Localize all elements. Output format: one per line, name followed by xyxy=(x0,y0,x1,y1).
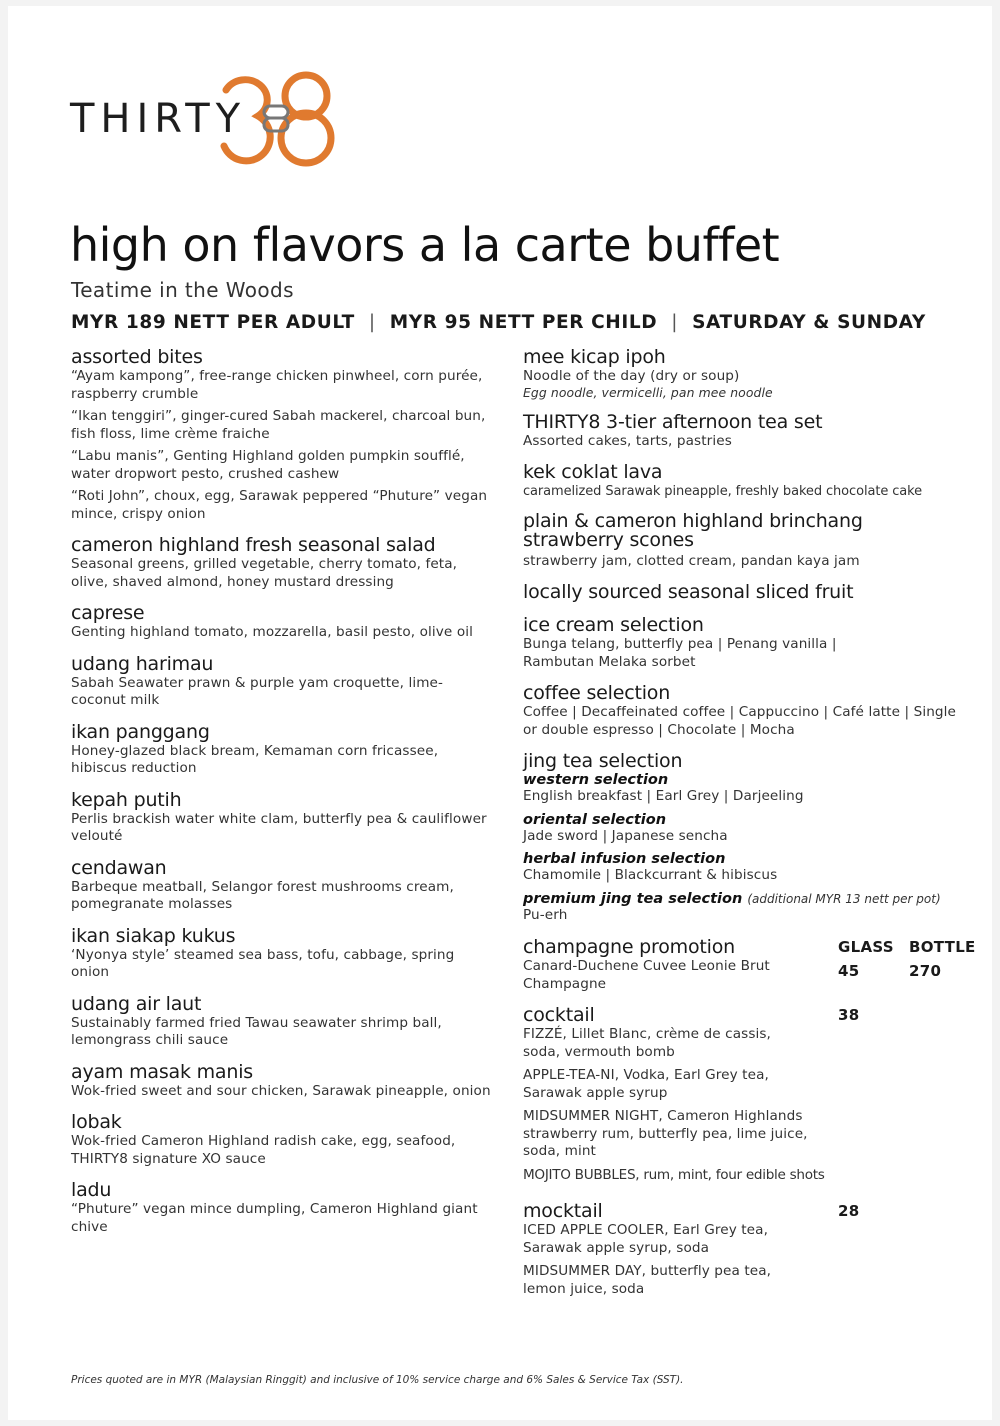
menu-item xyxy=(71,857,491,914)
item-description: Seasonal greens, grilled vegetable, cherry tomato, feta, olive, shaved almond, honey mustard dressing xyxy=(71,556,458,590)
item-name: kepah putih xyxy=(71,788,182,811)
tea-group-items: English breakfast | Earl Grey | Darjeeling xyxy=(523,788,804,804)
tea-group-premium xyxy=(523,891,983,925)
bottle-price: 270 xyxy=(909,962,942,980)
cocktail-price: 38 xyxy=(838,1006,860,1024)
item-description: ‘Nyonya style’ steamed sea bass, tofu, cabbage, spring onion xyxy=(71,946,455,980)
item-description: Barbeque meatball, Selangor forest mushrooms cream, pomegranate molasses xyxy=(71,878,454,912)
dessert-drinks-column xyxy=(523,346,983,1309)
menu-item xyxy=(523,682,983,739)
tea-group-heading: western selection xyxy=(523,772,669,788)
bottle-label: BOTTLE xyxy=(909,938,976,956)
menu-item xyxy=(523,411,983,451)
item-description: Noodle of the day (dry or soup) xyxy=(523,368,740,384)
tea-group-herbal xyxy=(523,851,983,885)
tea-group-heading xyxy=(523,891,983,907)
item-name: caprese xyxy=(71,602,145,624)
item-name: cameron highland fresh seasonal salad xyxy=(71,534,436,556)
item-name: udang air laut xyxy=(71,992,202,1015)
pricing-footnote: Prices quoted are in MYR (Malaysian Ringgit) and inclusive of 10% service charge and 6% Sales & Service Tax (SST). xyxy=(71,1374,684,1386)
glass-label: GLASS xyxy=(838,938,894,956)
menu-item xyxy=(71,925,491,982)
item-description: Coffee | Decaffeinated coffee | Cappuccino | Café latte | Single or double espresso | Chocolate | Mocha xyxy=(523,704,956,738)
mocktail-price: 28 xyxy=(838,1202,860,1220)
item-name: champagne promotion xyxy=(523,936,735,958)
menu-item xyxy=(71,1179,491,1236)
item-description: Sustainably farmed fried Tawau seawater shrimp ball, lemongrass chili sauce xyxy=(71,1014,442,1048)
menu-item xyxy=(71,1111,491,1168)
item-description: “Phuture” vegan mince dumpling, Cameron Highland giant chive xyxy=(71,1201,478,1235)
item-name: ikan siakap kukus xyxy=(71,924,236,947)
glass-price: 45 xyxy=(838,962,860,980)
item-name: mocktail xyxy=(523,1200,603,1222)
menu-item xyxy=(71,1061,491,1101)
item-name: mee kicap ipoh xyxy=(523,346,666,368)
food-column xyxy=(71,346,491,1247)
item-name: cendawan xyxy=(71,856,167,879)
menu-page xyxy=(8,6,992,1420)
tea-group-heading: herbal infusion selection xyxy=(523,851,726,867)
adult-price: MYR 189 NETT PER ADULT xyxy=(71,312,355,333)
item-note: Egg noodle, vermicelli, pan mee noodle xyxy=(523,384,773,400)
menu-item-cocktail xyxy=(523,1004,983,1184)
menu-item xyxy=(523,461,983,501)
menu-item xyxy=(71,993,491,1050)
menu-item xyxy=(523,581,983,603)
separator: | xyxy=(671,312,679,333)
item-description: “Ikan tenggiri”, ginger-cured Sabah mackerel, charcoal bun, fish floss, lime crème fraiche xyxy=(71,408,486,442)
menu-item xyxy=(71,789,491,846)
item-description: Genting highland tomato, mozzarella, basil pesto, olive oil xyxy=(71,624,473,640)
item-description: Wok-fried sweet and sour chicken, Sarawak pineapple, onion xyxy=(71,1082,491,1099)
page-title: high on flavors a la carte buffet xyxy=(70,218,780,272)
item-name: coffee selection xyxy=(523,682,671,704)
drink-entry: MOJITO BUBBLES, rum, mint, four edible shots xyxy=(523,1166,825,1183)
tea-group-western xyxy=(523,772,983,806)
tea-group-oriental xyxy=(523,812,983,846)
menu-item-assorted-bites xyxy=(71,346,491,523)
pricing-bar xyxy=(71,312,926,333)
logo-wordmark: THIRTY xyxy=(70,96,247,142)
item-name: udang harimau xyxy=(71,652,214,675)
item-name: ice cream selection xyxy=(523,614,704,636)
menu-item xyxy=(71,602,491,642)
menu-item xyxy=(523,614,983,671)
child-price: MYR 95 NETT PER CHILD xyxy=(389,312,658,333)
drink-entry: MIDSUMMER DAY, butterfly pea tea, lemon juice, soda xyxy=(523,1263,772,1297)
menu-item xyxy=(71,653,491,710)
item-name: ikan panggang xyxy=(71,720,210,743)
drink-entry: FIZZÉ, Lillet Blanc, crème de cassis, soda, vermouth bomb xyxy=(523,1026,771,1060)
item-description: Honey-glazed black bream, Kemaman corn fricassee, hibiscus reduction xyxy=(71,742,439,776)
item-name: jing tea selection xyxy=(523,750,683,772)
item-description: Perlis brackish water white clam, butterfly pea & cauliflower velouté xyxy=(71,810,487,844)
item-description: “Labu manis”, Genting Highland golden pumpkin soufflé, water dropwort pesto, crushed cashew xyxy=(71,448,465,482)
page-subtitle: Teatime in the Woods xyxy=(71,278,294,302)
tea-group-heading: oriental selection xyxy=(523,811,667,828)
item-description: Wok-fried Cameron Highland radish cake, egg, seafood, THIRTY8 signature XO sauce xyxy=(71,1133,456,1167)
tea-group-items: Pu-erh xyxy=(523,906,568,923)
item-name: locally sourced seasonal sliced fruit xyxy=(523,581,854,603)
drink-entry: ICED APPLE COOLER, Earl Grey tea, Sarawak apple syrup, soda xyxy=(523,1222,769,1256)
item-description: Bunga telang, butterfly pea | Penang vanilla | Rambutan Melaka sorbet xyxy=(523,636,837,670)
item-name: cocktail xyxy=(523,1004,595,1026)
item-name: lobak xyxy=(71,1111,122,1133)
item-name: kek coklat lava xyxy=(523,461,663,483)
days-available: SATURDAY & SUNDAY xyxy=(692,312,926,333)
item-description: “Ayam kampong”, free-range chicken pinwheel, corn purée, raspberry crumble xyxy=(71,368,483,402)
menu-item xyxy=(71,534,491,591)
tea-heading-text: premium jing tea selection xyxy=(523,890,743,907)
item-description: Canard-Duchene Cuvee Leonie Brut Champagne xyxy=(523,958,770,992)
drink-entry: APPLE-TEA-NI, Vodka, Earl Grey tea, Sarawak apple syrup xyxy=(523,1067,769,1101)
menu-item xyxy=(523,509,983,571)
item-name: assorted bites xyxy=(71,346,203,368)
item-description: Sabah Seawater prawn & purple yam croquette, lime-coconut milk xyxy=(71,674,444,708)
tea-group-items: Jade sword | Japanese sencha xyxy=(523,827,728,844)
item-description: strawberry jam, clotted cream, pandan kaya jam xyxy=(523,552,860,569)
item-description: caramelized Sarawak pineapple, freshly baked chocolate cake xyxy=(523,484,923,499)
menu-item-champagne xyxy=(523,936,983,993)
item-name: THIRTY8 3-tier afternoon tea set xyxy=(523,410,823,433)
item-description: Assorted cakes, tarts, pastries xyxy=(523,432,732,449)
item-description: “Roti John”, choux, egg, Sarawak peppered “Phuture” vegan mince, crispy onion xyxy=(71,488,488,522)
separator: | xyxy=(368,312,376,333)
menu-item-mocktail xyxy=(523,1200,983,1298)
tea-surcharge-note: (additional MYR 13 nett per pot) xyxy=(747,891,941,906)
menu-item xyxy=(71,721,491,778)
logo-38-icon xyxy=(218,68,348,168)
item-name: ayam masak manis xyxy=(71,1060,253,1083)
tea-group-items: Chamomile | Blackcurrant & hibiscus xyxy=(523,867,778,883)
thirty8-logo xyxy=(70,68,350,168)
item-name: ladu xyxy=(71,1179,112,1201)
drink-entry: MIDSUMMER NIGHT, Cameron Highlands strawberry rum, butterfly pea, lime juice, soda, mint xyxy=(523,1108,808,1159)
menu-item-jing-tea xyxy=(523,750,983,924)
menu-item-mee-kicap-ipoh xyxy=(523,346,983,400)
item-name: plain & cameron highland brinchang strawberry scones xyxy=(523,509,863,551)
